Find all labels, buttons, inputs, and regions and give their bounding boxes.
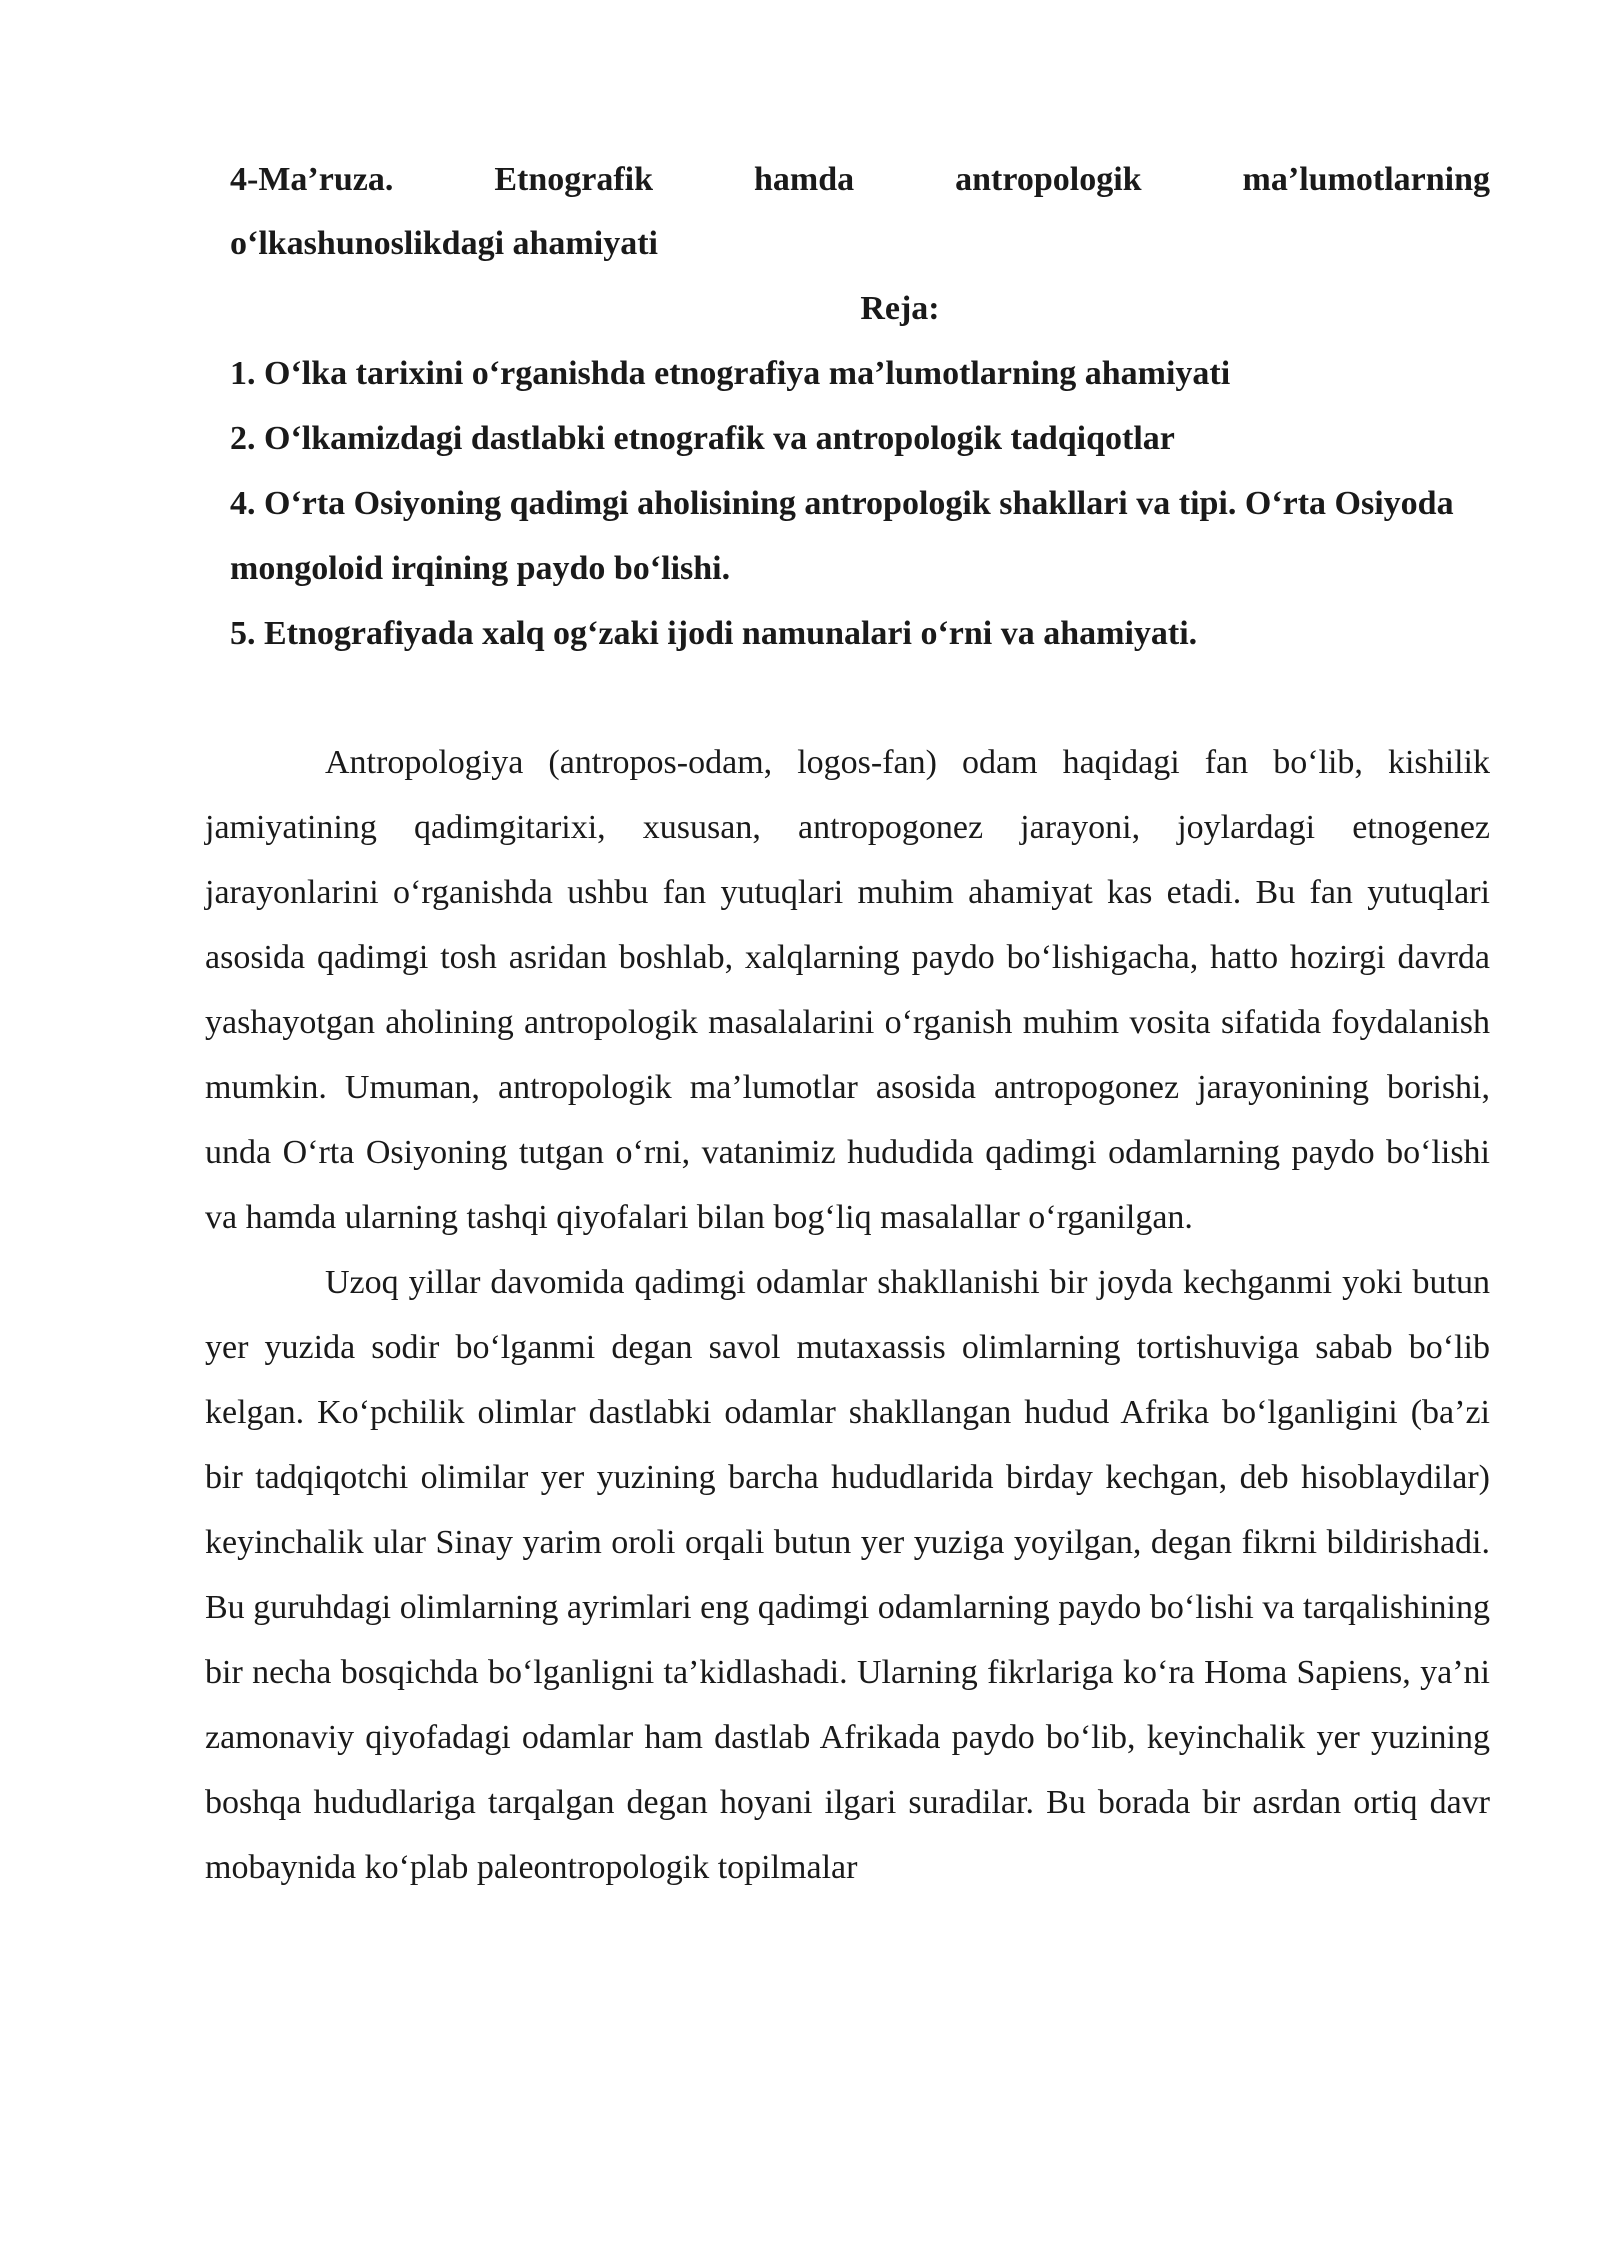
lecture-heading-line-1: 4-Ma’ruza. Etnografik hamda antropologik ma’lumotlarning [230, 161, 1490, 198]
paragraph: Antropologiya (antropos-odam, logos-fan) odam haqidagi fan bo‘lib, kishilik jamiyatining qadimgitarixi, xususan, antropogonez jarayoni, joylardagi etnogenez jarayonlarini o‘rganishda ushbu fan yutuqlari muhim ahamiyat kas etadi. Bu fan yutuqlari asosida qadimgi tosh asridan boshlab, xalqlarning paydo bo‘lishigacha, hatto hozirgi davrda yashayotgan aholining antropologik masalalarini o‘rganish muhim vosita sifatida foydalanish mumkin. Umuman, antropologik ma’lumotlar asosida antropogonez jarayonining borishi, unda O‘rta Osiyoning tutgan o‘rni, vatanimiz hududida qadimgi odamlarning paydo bo‘lishi va hamda ularning tashqi qiyofalari bilan bog‘liq masalallar o‘rganilgan. [205, 744, 1490, 1236]
lecture-heading-line-2: o‘lkashunoslikdagi ahamiyati [230, 225, 658, 262]
plan-item: 2. O‘lkamizdagi dastlabki etnografik va antropologik tadqiqotlar [230, 420, 1175, 457]
plan-item: 5. Etnografiyada xalq og‘zaki ijodi namunalari o‘rni va ahamiyati. [230, 615, 1198, 652]
body-text [205, 730, 1490, 1900]
plan-item: 1. O‘lka tarixini o‘rganishda etnografiya ma’lumotlarning ahamiyati [230, 355, 1231, 392]
plan-title: Reja: [860, 290, 940, 327]
plan-list [230, 341, 1490, 666]
lecture-heading [230, 148, 1490, 276]
plan-item: 4. O‘rta Osiyoning qadimgi aholisining antropologik shakllari va tipi. O‘rta Osiyoda mongoloid irqining paydo bo‘lishi. [230, 485, 1454, 587]
paragraph: Uzoq yillar davomida qadimgi odamlar shakllanishi bir joyda kechganmi yoki butun yer yuzida sodir bo‘lganmi degan savol mutaxassis olimlarning tortishuviga sabab bo‘lib kelgan. Ko‘pchilik olimlar dastlabki odamlar shakllangan hudud Afrika bo‘lganligini (ba’zi bir tadqiqotchi olimilar yer yuzining barcha hududlarida birday kechgan, deb hisoblaydilar) keyinchalik ular Sinay yarim oroli orqali butun yer yuziga yoyilgan, degan fikrni bildirishadi. Bu guruhdagi olimlarning ayrimlari eng qadimgi odamlarning paydo bo‘lishi va tarqalishining bir necha bosqichda bo‘lganligni ta’kidlashadi. Ularning fikrlariga ko‘ra Homa Sapiens, ya’ni zamonaviy qiyofadagi odamlar ham dastlab Afrikada paydo bo‘lib, keyinchalik yer yuzining boshqa hududlariga tarqalgan degan hoyani ilgari suradilar. Bu borada bir asrdan ortiq davr mobaynida ko‘plab paleontropologik topilmalar [205, 1264, 1490, 1886]
